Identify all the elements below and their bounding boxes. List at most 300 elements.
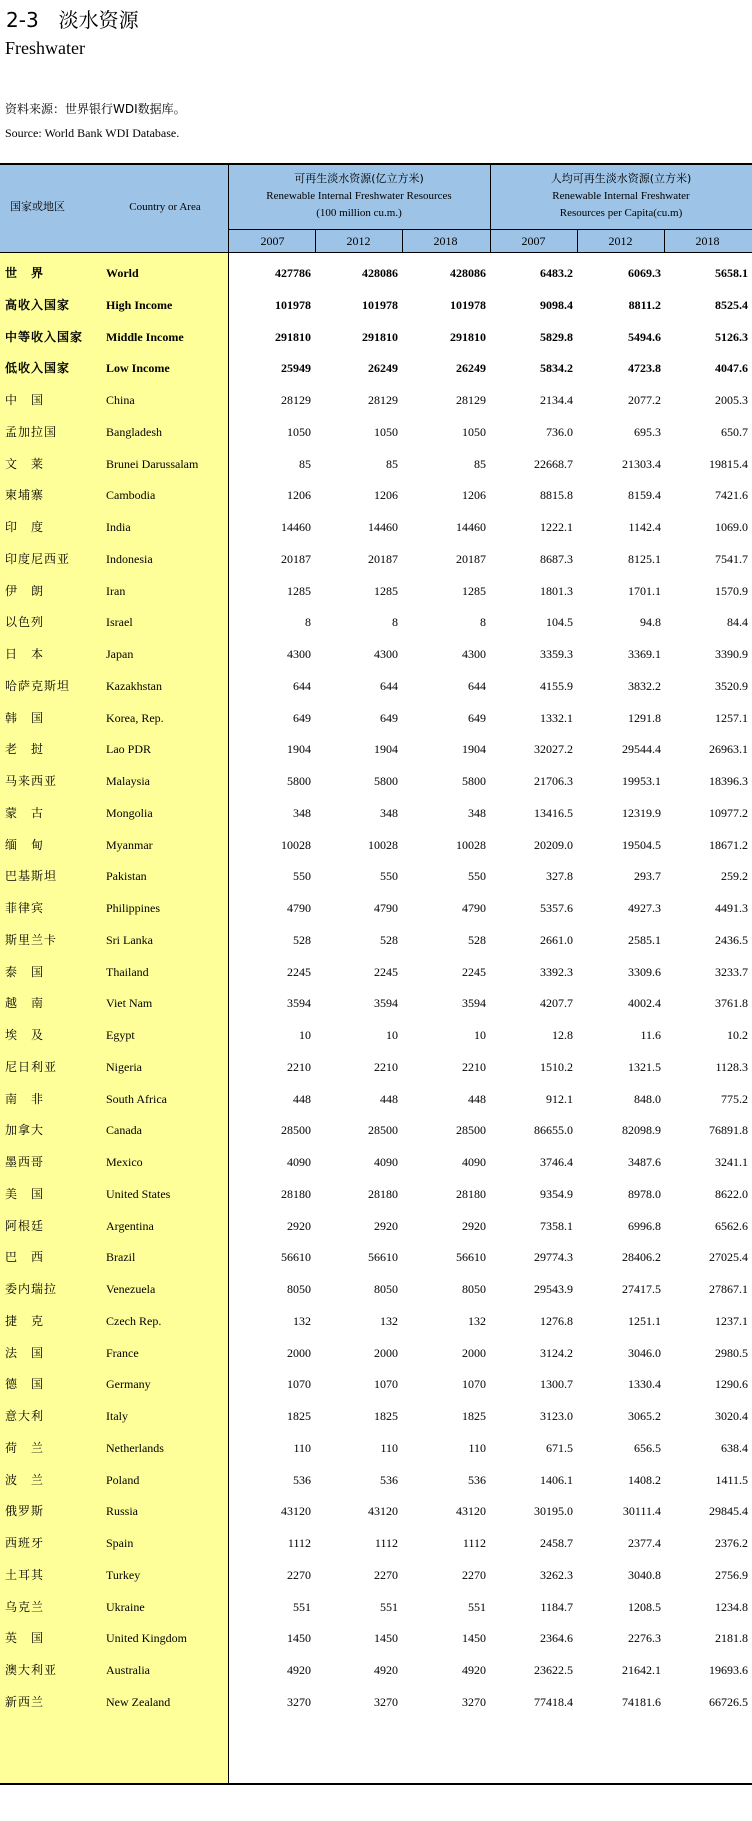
total-resource-cell: 3594 <box>374 996 398 1011</box>
total-resource-cell: 2920 <box>287 1218 311 1233</box>
per-capita-cell: 3040.8 <box>628 1567 661 1582</box>
total-resource-cell: 132 <box>380 1313 398 1328</box>
per-capita-cell: 8622.0 <box>715 1186 748 1201</box>
per-capita-cell: 6483.2 <box>540 266 573 280</box>
per-capita-cell: 29544.4 <box>622 742 661 757</box>
total-resource-cell: 1904 <box>462 742 486 757</box>
per-capita-cell: 2436.5 <box>715 932 748 947</box>
country-name-en: Low Income <box>106 361 170 376</box>
total-resource-cell: 4090 <box>374 1155 398 1169</box>
table-row <box>0 1470 752 1490</box>
country-name-en: Japan <box>106 647 134 661</box>
table-row <box>0 358 752 378</box>
per-capita-cell: 4927.3 <box>628 901 661 915</box>
country-name-zh: 印 度 <box>5 520 45 534</box>
country-name-zh: 南 非 <box>5 1091 45 1106</box>
country-name-zh: 埃 及 <box>5 1028 45 1042</box>
total-resource-cell: 644 <box>380 678 398 693</box>
country-name-zh: 墨西哥 <box>5 1155 45 1169</box>
country-name-zh: 高收入国家 <box>5 297 71 312</box>
per-capita-cell: 5126.3 <box>715 329 748 344</box>
total-resource-cell: 2245 <box>287 964 311 979</box>
per-capita-cell: 2585.1 <box>628 932 661 947</box>
table-row <box>0 295 752 315</box>
total-resource-cell: 8050 <box>462 1282 486 1296</box>
table-row <box>0 771 752 791</box>
per-capita-cell: 3020.4 <box>715 1409 748 1423</box>
per-capita-cell: 293.7 <box>634 869 661 884</box>
table-row <box>0 1184 752 1204</box>
total-resource-cell: 291810 <box>362 329 398 344</box>
per-capita-cell: 1801.3 <box>540 583 573 598</box>
table-row <box>0 1279 752 1299</box>
total-resource-cell: 28129 <box>456 393 486 407</box>
country-name-en: Iran <box>106 583 126 598</box>
country-name-zh: 日 本 <box>5 647 45 661</box>
country-name-en: Israel <box>106 615 133 630</box>
total-resource-cell: 550 <box>468 869 486 884</box>
year-header: 2007 <box>521 234 546 248</box>
renewable-header-zh: 可再生淡水资源(亿立方米) <box>294 172 424 185</box>
total-resource-cell: 43120 <box>456 1504 486 1519</box>
country-name-en: Sri Lanka <box>106 932 153 947</box>
country-name-en: Bangladesh <box>106 424 162 439</box>
per-capita-cell: 30111.4 <box>622 1504 661 1519</box>
total-resource-cell: 428086 <box>362 266 398 280</box>
per-capita-cell: 13416.5 <box>534 805 573 820</box>
country-name-zh: 德 国 <box>5 1377 45 1392</box>
country-name-zh: 中等收入国家 <box>5 329 84 344</box>
country-name-zh: 马来西亚 <box>5 774 58 788</box>
total-resource-cell: 10028 <box>368 837 398 852</box>
total-resource-cell: 4300 <box>462 647 486 661</box>
total-resource-cell: 1112 <box>462 1536 486 1550</box>
table-row <box>0 1533 752 1553</box>
total-resource-cell: 551 <box>380 1599 398 1614</box>
per-capita-cell: 4207.7 <box>540 996 573 1011</box>
total-resource-cell: 550 <box>380 869 398 884</box>
country-name-en: Middle Income <box>106 329 184 344</box>
country-name-en: Lao PDR <box>106 742 151 757</box>
per-capita-cell: 9354.9 <box>540 1186 573 1201</box>
total-resource-cell: 528 <box>468 932 486 947</box>
total-resource-cell: 550 <box>293 869 311 884</box>
table-row <box>0 1057 752 1077</box>
total-resource-cell: 3594 <box>287 996 311 1011</box>
per-capita-cell: 8525.4 <box>715 297 748 312</box>
country-name-en: Kazakhstan <box>106 678 162 693</box>
total-resource-cell: 25949 <box>281 361 311 376</box>
total-resource-cell: 2270 <box>374 1567 398 1582</box>
total-resource-cell: 644 <box>468 678 486 693</box>
header-bottom-rule <box>0 252 752 253</box>
per-capita-cell: 3065.2 <box>628 1409 661 1423</box>
total-resource-cell: 1070 <box>287 1377 311 1392</box>
country-name-en: Cambodia <box>106 488 156 503</box>
total-resource-cell: 2270 <box>462 1567 486 1582</box>
total-resource-cell: 448 <box>293 1091 311 1106</box>
per-capita-cell: 3761.8 <box>715 996 748 1011</box>
per-capita-cell: 26963.1 <box>709 742 748 757</box>
per-capita-cell: 2181.8 <box>715 1631 748 1646</box>
table-row <box>0 1406 752 1426</box>
per-capita-cell: 4491.3 <box>715 901 748 915</box>
per-capita-cell: 2134.4 <box>540 393 573 407</box>
per-capita-cell: 3520.9 <box>715 678 748 693</box>
per-capita-cell: 20209.0 <box>534 837 573 852</box>
per-capita-cell: 848.0 <box>634 1091 661 1106</box>
total-resource-cell: 26249 <box>456 361 486 376</box>
country-name-zh: 尼日利亚 <box>5 1059 58 1074</box>
table-row <box>0 1120 752 1140</box>
country-name-zh: 西班牙 <box>5 1536 45 1550</box>
year-header: 2007 <box>260 234 285 248</box>
per-capita-cell: 9098.4 <box>540 297 573 312</box>
country-name-en: India <box>106 520 131 534</box>
total-resource-cell: 4090 <box>462 1155 486 1169</box>
country-header-en: Country or Area <box>129 201 201 213</box>
total-resource-cell: 4790 <box>287 901 311 915</box>
country-name-zh: 波 兰 <box>5 1472 45 1487</box>
total-resource-cell: 10 <box>299 1028 311 1042</box>
total-resource-cell: 4790 <box>462 901 486 915</box>
per-capita-cell: 5494.6 <box>628 329 661 344</box>
total-resource-cell: 2000 <box>462 1345 486 1360</box>
per-capita-cell: 7541.7 <box>715 551 748 566</box>
country-name-en: Germany <box>106 1377 151 1392</box>
per-capita-cell: 650.7 <box>721 424 748 439</box>
total-resource-cell: 2000 <box>374 1345 398 1360</box>
country-name-zh: 巴基斯坦 <box>5 869 58 884</box>
country-name-en: China <box>106 393 135 407</box>
total-resource-cell: 1904 <box>287 742 311 757</box>
table-row <box>0 644 752 664</box>
country-name-en: Viet Nam <box>106 996 153 1011</box>
total-resource-cell: 2920 <box>462 1218 486 1233</box>
per-capita-header-zh: 人均可再生淡水资源(立方米) <box>550 172 692 185</box>
country-name-zh: 委内瑞拉 <box>5 1282 58 1296</box>
per-capita-cell: 30195.0 <box>534 1504 573 1519</box>
total-resource-cell: 43120 <box>368 1504 398 1519</box>
total-resource-cell: 132 <box>293 1313 311 1328</box>
table-row <box>0 1089 752 1109</box>
country-name-en: Pakistan <box>106 869 147 884</box>
per-capita-cell: 7421.6 <box>715 488 748 503</box>
page-title-en: Freshwater <box>5 38 85 58</box>
year-header: 2012 <box>346 234 371 248</box>
total-resource-cell: 2000 <box>287 1345 311 1360</box>
per-capita-cell: 77418.4 <box>534 1694 573 1709</box>
per-capita-cell: 18671.2 <box>709 837 748 852</box>
country-name-en: Argentina <box>106 1218 154 1233</box>
per-capita-cell: 6562.6 <box>715 1218 748 1233</box>
country-name-zh: 中 国 <box>5 393 45 407</box>
per-capita-cell: 8159.4 <box>628 488 661 503</box>
total-resource-cell: 4090 <box>287 1155 311 1169</box>
country-header-zh: 国家或地区 <box>10 200 65 213</box>
per-capita-cell: 5357.6 <box>540 901 573 915</box>
table-row <box>0 581 752 601</box>
total-resource-cell: 1825 <box>287 1409 311 1423</box>
per-capita-cell: 21642.1 <box>622 1663 661 1677</box>
per-capita-cell: 104.5 <box>546 615 573 630</box>
total-resource-cell: 448 <box>380 1091 398 1106</box>
per-capita-cell: 1251.1 <box>628 1313 661 1328</box>
page-title-zh: 2-3 淡水资源 <box>6 8 139 32</box>
country-name-zh: 以色列 <box>5 615 45 630</box>
table-row <box>0 390 752 410</box>
total-resource-cell: 85 <box>299 456 311 471</box>
total-resource-cell: 1450 <box>462 1631 486 1646</box>
table-row <box>0 1152 752 1172</box>
country-name-en: Philippines <box>106 901 161 915</box>
per-capita-cell: 8125.1 <box>628 551 661 566</box>
country-name-en: Australia <box>106 1663 150 1677</box>
per-capita-cell: 8687.3 <box>540 551 573 566</box>
per-capita-cell: 327.8 <box>546 869 573 884</box>
total-resource-cell: 1206 <box>287 488 311 503</box>
total-resource-cell: 101978 <box>362 297 398 312</box>
country-name-en: Brazil <box>106 1250 136 1265</box>
country-name-zh: 泰 国 <box>5 964 45 979</box>
total-resource-cell: 14460 <box>456 520 486 534</box>
total-resource-cell: 101978 <box>450 297 486 312</box>
per-capita-cell: 671.5 <box>546 1440 573 1455</box>
total-resource-cell: 8050 <box>374 1282 398 1296</box>
country-name-zh: 新西兰 <box>5 1694 45 1709</box>
per-capita-cell: 23622.5 <box>534 1663 573 1677</box>
table-row <box>0 263 752 283</box>
total-resource-cell: 1904 <box>374 742 398 757</box>
total-resource-cell: 1285 <box>462 583 486 598</box>
total-resource-cell: 5800 <box>374 774 398 788</box>
total-resource-cell: 110 <box>468 1440 486 1455</box>
country-name-en: Italy <box>106 1409 128 1423</box>
table-bottom-rule <box>0 1783 752 1785</box>
per-capita-cell: 10.2 <box>727 1028 748 1042</box>
per-capita-cell: 775.2 <box>721 1091 748 1106</box>
country-name-zh: 世 界 <box>5 266 45 280</box>
total-resource-cell: 56610 <box>281 1250 311 1265</box>
total-resource-cell: 528 <box>380 932 398 947</box>
total-resource-cell: 348 <box>293 805 311 820</box>
country-name-en: Indonesia <box>106 551 153 566</box>
country-name-zh: 印度尼西亚 <box>5 551 71 566</box>
total-resource-cell: 2245 <box>462 964 486 979</box>
per-capita-cell: 4047.6 <box>715 361 748 376</box>
total-resource-cell: 1825 <box>374 1409 398 1423</box>
per-capita-cell: 21303.4 <box>622 456 661 471</box>
per-capita-cell: 638.4 <box>721 1440 748 1455</box>
per-capita-cell: 4002.4 <box>628 996 661 1011</box>
country-name-en: Poland <box>106 1472 140 1487</box>
country-name-en: Korea, Rep. <box>106 710 164 725</box>
total-resource-cell: 644 <box>293 678 311 693</box>
per-capita-cell: 4155.9 <box>540 678 573 693</box>
per-capita-cell: 7358.1 <box>540 1218 573 1233</box>
per-capita-cell: 4723.8 <box>628 361 661 376</box>
total-resource-cell: 3594 <box>462 996 486 1011</box>
country-name-zh: 乌克兰 <box>5 1599 45 1614</box>
total-resource-cell: 2210 <box>287 1059 311 1074</box>
per-capita-cell: 695.3 <box>634 424 661 439</box>
country-name-en: Canada <box>106 1123 142 1138</box>
total-resource-cell: 20187 <box>281 551 311 566</box>
per-capita-cell: 27867.1 <box>709 1282 748 1296</box>
renewable-header-en-2: (100 million cu.m.) <box>316 207 402 219</box>
per-capita-cell: 1321.5 <box>628 1059 661 1074</box>
total-resource-cell: 28129 <box>281 393 311 407</box>
table-row <box>0 739 752 759</box>
per-capita-cell: 6069.3 <box>628 266 661 280</box>
table-row <box>0 454 752 474</box>
total-resource-cell: 28180 <box>368 1186 398 1201</box>
table-row <box>0 1692 752 1712</box>
total-resource-cell: 649 <box>468 710 486 725</box>
total-resource-cell: 348 <box>380 805 398 820</box>
per-capita-cell: 1701.1 <box>628 583 661 598</box>
country-name-zh: 越 南 <box>5 996 45 1011</box>
table-row <box>0 327 752 347</box>
per-capita-cell: 11.6 <box>640 1028 661 1042</box>
per-capita-cell: 1300.7 <box>540 1377 573 1392</box>
total-resource-cell: 427786 <box>275 266 311 280</box>
country-name-zh: 伊 朗 <box>5 583 45 598</box>
per-capita-cell: 3046.0 <box>628 1345 661 1360</box>
per-capita-cell: 2077.2 <box>628 393 661 407</box>
total-resource-cell: 10028 <box>281 837 311 852</box>
per-capita-cell: 2276.3 <box>628 1631 661 1646</box>
per-capita-cell: 29845.4 <box>709 1504 748 1519</box>
country-name-en: New Zealand <box>106 1694 171 1709</box>
table-row <box>0 1247 752 1267</box>
total-resource-cell: 43120 <box>281 1504 311 1519</box>
country-name-en: Egypt <box>106 1028 135 1042</box>
year-header: 2012 <box>608 234 633 248</box>
total-resource-cell: 1206 <box>374 488 398 503</box>
country-name-zh: 文 莱 <box>5 456 45 471</box>
total-resource-cell: 8050 <box>287 1282 311 1296</box>
per-capita-cell: 32027.2 <box>534 742 573 757</box>
per-capita-cell: 8811.2 <box>628 297 661 312</box>
country-name-en: Russia <box>106 1504 139 1519</box>
per-capita-cell: 1237.1 <box>715 1313 748 1328</box>
per-capita-cell: 29543.9 <box>534 1282 573 1296</box>
total-resource-cell: 536 <box>380 1472 398 1487</box>
per-capita-cell: 2376.2 <box>715 1536 748 1550</box>
country-name-en: United Kingdom <box>106 1631 187 1646</box>
country-name-zh: 斯里兰卡 <box>5 932 58 947</box>
per-capita-cell: 3262.3 <box>540 1567 573 1582</box>
per-capita-cell: 82098.9 <box>622 1123 661 1138</box>
total-resource-cell: 14460 <box>281 520 311 534</box>
per-capita-cell: 2458.7 <box>540 1536 573 1550</box>
country-name-en: Turkey <box>106 1567 141 1582</box>
total-resource-cell: 10 <box>386 1028 398 1042</box>
per-capita-cell: 1290.6 <box>715 1377 748 1392</box>
per-capita-cell: 1411.5 <box>715 1472 748 1487</box>
per-capita-cell: 1234.8 <box>715 1599 748 1614</box>
total-resource-cell: 536 <box>293 1472 311 1487</box>
country-name-en: Netherlands <box>106 1440 164 1455</box>
table-row <box>0 835 752 855</box>
per-capita-cell: 1276.8 <box>540 1313 573 1328</box>
country-name-en: Czech Rep. <box>106 1313 162 1328</box>
per-capita-cell: 1406.1 <box>540 1472 573 1487</box>
table-row <box>0 422 752 442</box>
total-resource-cell: 3270 <box>287 1694 311 1709</box>
total-resource-cell: 551 <box>468 1599 486 1614</box>
per-capita-cell: 18396.3 <box>709 774 748 788</box>
per-capita-cell: 3123.0 <box>540 1409 573 1423</box>
per-capita-cell: 84.4 <box>727 615 748 630</box>
table-row <box>0 993 752 1013</box>
table-row <box>0 1374 752 1394</box>
table-row <box>0 1311 752 1331</box>
table-row <box>0 708 752 728</box>
country-name-en: Nigeria <box>106 1059 142 1074</box>
per-capita-cell: 6996.8 <box>628 1218 661 1233</box>
total-resource-cell: 85 <box>474 456 486 471</box>
total-resource-cell: 1112 <box>374 1536 398 1550</box>
total-resource-cell: 2270 <box>287 1567 311 1582</box>
table-row <box>0 1628 752 1648</box>
per-capita-cell: 8978.0 <box>628 1186 661 1201</box>
country-name-zh: 美 国 <box>5 1186 45 1201</box>
total-resource-cell: 28500 <box>368 1123 398 1138</box>
per-capita-cell: 1291.8 <box>628 710 661 725</box>
per-capita-cell: 912.1 <box>546 1091 573 1106</box>
per-capita-cell: 1257.1 <box>715 710 748 725</box>
per-capita-cell: 3369.1 <box>628 647 661 661</box>
table-row <box>0 1501 752 1521</box>
country-name-en: France <box>106 1345 139 1360</box>
per-capita-cell: 3241.1 <box>715 1155 748 1169</box>
table-row <box>0 803 752 823</box>
per-capita-cell: 29774.3 <box>534 1250 573 1265</box>
table-row <box>0 898 752 918</box>
per-capita-cell: 259.2 <box>721 869 748 884</box>
per-capita-cell: 12319.9 <box>622 805 661 820</box>
table-row <box>0 930 752 950</box>
per-capita-cell: 3392.3 <box>540 964 573 979</box>
per-capita-cell: 74181.6 <box>622 1694 661 1709</box>
total-resource-cell: 291810 <box>275 329 311 344</box>
country-column-background <box>0 253 228 1785</box>
per-capita-cell: 1142.4 <box>628 520 661 534</box>
total-resource-cell: 291810 <box>450 329 486 344</box>
table-row <box>0 1438 752 1458</box>
per-capita-header-en-2: Resources per Capita(cu.m) <box>559 207 683 219</box>
per-capita-cell: 66726.5 <box>709 1694 748 1709</box>
total-resource-cell: 20187 <box>456 551 486 566</box>
total-resource-cell: 3270 <box>462 1694 486 1709</box>
per-capita-cell: 1332.1 <box>540 710 573 725</box>
per-capita-cell: 3233.7 <box>715 964 748 979</box>
per-capita-cell: 19504.5 <box>622 837 661 852</box>
total-resource-cell: 28500 <box>456 1123 486 1138</box>
table-row <box>0 1343 752 1363</box>
total-resource-cell: 1112 <box>287 1536 311 1550</box>
per-capita-cell: 19815.4 <box>709 456 748 471</box>
country-name-zh: 英 国 <box>5 1631 45 1646</box>
total-resource-cell: 132 <box>468 1313 486 1328</box>
per-capita-cell: 3487.6 <box>628 1155 661 1169</box>
per-capita-cell: 3390.9 <box>715 647 748 661</box>
table-row <box>0 962 752 982</box>
total-resource-cell: 4300 <box>287 647 311 661</box>
per-capita-cell: 2364.6 <box>540 1631 573 1646</box>
